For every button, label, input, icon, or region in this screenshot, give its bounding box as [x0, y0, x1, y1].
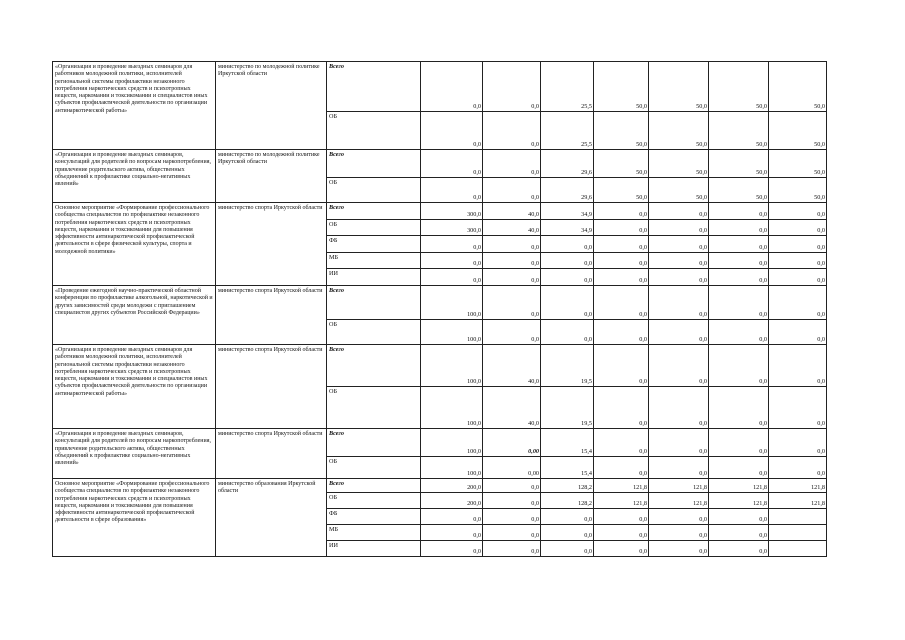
amount-cell: 0,0: [649, 509, 709, 525]
amount-cell: 0,0: [483, 479, 541, 493]
table-row: [53, 479, 827, 493]
amount-cell: 0,0: [709, 269, 769, 286]
funding-source: ОБ: [327, 320, 421, 345]
measure-description: «Организация и проведение выездных семинаров, консультаций для родителей по вопросам наркопотребления, привлечение родительского актива, общественных объединений к профилактике социально-негативных явлений»: [53, 150, 216, 203]
funding-source: Всего: [327, 286, 421, 320]
measure-description: «Проведение ежегодной научно-практической областной конференции по профилактике алкогольной, наркотической и других зависимостей среди молодежи с приглашением специалистов других субъектов Российской Федерации»: [53, 286, 216, 345]
amount-cell: 0,0: [594, 387, 649, 429]
amount-cell: 25,5: [541, 112, 594, 150]
amount-cell: 0,0: [594, 429, 649, 457]
amount-cell: 0,0: [649, 541, 709, 557]
amount-cell: 0,0: [421, 62, 483, 112]
amount-cell: 0,0: [541, 269, 594, 286]
amount-cell: 0,0: [421, 541, 483, 557]
amount-cell: 50,0: [594, 112, 649, 150]
amount-cell: 0,0: [769, 286, 827, 320]
amount-cell: 0,0: [483, 236, 541, 253]
amount-cell: 29,6: [541, 150, 594, 178]
amount-cell: 0,0: [421, 253, 483, 269]
amount-cell: 50,0: [709, 62, 769, 112]
amount-cell: 0,0: [769, 253, 827, 269]
measure-description: «Организация и проведение выездных семинаров для работников молодежной политики, исполнителей региональной системы профилактики незаконного потребления наркотических средств и психотропных веществ, наркомании и токсикомании и специалистов иных субъектов профилактической деятельности по организации антинаркотической работы»: [53, 62, 216, 150]
amount-cell: 121,8: [649, 479, 709, 493]
amount-cell: 0,0: [541, 541, 594, 557]
amount-cell: 0,0: [709, 525, 769, 541]
amount-cell: 0,0: [709, 320, 769, 345]
amount-cell: 0,0: [483, 112, 541, 150]
amount-cell: 0,0: [594, 253, 649, 269]
amount-cell: 15,4: [541, 457, 594, 479]
amount-cell: 50,0: [709, 112, 769, 150]
amount-cell: 0,0: [709, 509, 769, 525]
table-row: [53, 150, 827, 178]
measure-executor: министерство спорта Иркутской области: [216, 286, 327, 345]
amount-cell: 0,0: [594, 509, 649, 525]
funding-source: Всего: [327, 479, 421, 493]
amount-cell: 50,0: [769, 150, 827, 178]
amount-cell: 0,0: [649, 203, 709, 220]
amount-cell: 0,0: [709, 345, 769, 387]
amount-cell: 128,2: [541, 493, 594, 509]
measure-executor: министерство спорта Иркутской области: [216, 345, 327, 429]
amount-cell: 0,0: [709, 457, 769, 479]
amount-cell: 50,0: [649, 150, 709, 178]
amount-cell: 0,0: [594, 320, 649, 345]
amount-cell: 40,0: [483, 387, 541, 429]
measure-executor: министерство спорта Иркутской области: [216, 429, 327, 479]
amount-cell: 50,0: [594, 150, 649, 178]
measure-description: Основное мероприятие «Формирование профессионального сообщества специалистов по профилактике незаконного потребления наркотических средств и психотропных веществ, наркомании и токсикомании для повышения эффективности антинаркотической профилактической деятельности в сфере образования»: [53, 479, 216, 557]
amount-cell: 0,0: [421, 178, 483, 203]
amount-cell: 0,0: [769, 345, 827, 387]
amount-cell: 300,0: [421, 203, 483, 220]
amount-cell: 121,8: [709, 493, 769, 509]
amount-cell: 0,0: [483, 493, 541, 509]
amount-cell: 0,0: [649, 236, 709, 253]
amount-cell: 100,0: [421, 457, 483, 479]
amount-cell: 0,0: [594, 345, 649, 387]
amount-cell: 121,8: [649, 493, 709, 509]
amount-cell: 0,0: [649, 387, 709, 429]
amount-cell: 0,0: [594, 236, 649, 253]
amount-cell: 0,0: [769, 236, 827, 253]
amount-cell: [769, 541, 827, 557]
amount-cell: 0,0: [483, 509, 541, 525]
amount-cell: 0,0: [483, 62, 541, 112]
amount-cell: 29,6: [541, 178, 594, 203]
funding-source: Всего: [327, 429, 421, 457]
table-row: [53, 345, 827, 387]
amount-cell: 0,0: [483, 178, 541, 203]
amount-cell: 50,0: [594, 62, 649, 112]
amount-cell: 19,5: [541, 345, 594, 387]
amount-cell: 40,0: [483, 345, 541, 387]
amount-cell: 0,0: [594, 220, 649, 236]
funding-source: МБ: [327, 253, 421, 269]
amount-cell: 121,8: [769, 479, 827, 493]
amount-cell: 0,0: [421, 525, 483, 541]
funding-source: Всего: [327, 345, 421, 387]
amount-cell: 40,0: [483, 203, 541, 220]
amount-cell: 15,4: [541, 429, 594, 457]
amount-cell: 0,0: [649, 220, 709, 236]
amount-cell: 0,0: [649, 429, 709, 457]
amount-cell: 34,9: [541, 220, 594, 236]
amount-cell: 0,0: [483, 269, 541, 286]
amount-cell: 50,0: [649, 178, 709, 203]
amount-cell: 0,0: [649, 286, 709, 320]
amount-cell: 0,0: [594, 525, 649, 541]
amount-cell: 121,8: [709, 479, 769, 493]
amount-cell: 50,0: [709, 178, 769, 203]
amount-cell: 0,0: [709, 387, 769, 429]
budget-table: [52, 61, 827, 557]
amount-cell: 0,0: [709, 286, 769, 320]
amount-cell: 50,0: [649, 62, 709, 112]
amount-cell: 40,0: [483, 220, 541, 236]
amount-cell: 0,0: [421, 509, 483, 525]
funding-source: Всего: [327, 203, 421, 220]
amount-cell: 0,0: [709, 203, 769, 220]
amount-cell: 25,5: [541, 62, 594, 112]
funding-source: ОБ: [327, 220, 421, 236]
amount-cell: 0,0: [709, 236, 769, 253]
amount-cell: 0,0: [649, 320, 709, 345]
amount-cell: 0,0: [769, 457, 827, 479]
amount-cell: 0,0: [594, 457, 649, 479]
amount-cell: 128,2: [541, 479, 594, 493]
amount-cell: 0,0: [649, 525, 709, 541]
amount-cell: 0,0: [594, 203, 649, 220]
table-body: [53, 62, 827, 557]
amount-cell: 200,0: [421, 493, 483, 509]
amount-cell: 0,0: [769, 269, 827, 286]
amount-cell: 0,0: [541, 509, 594, 525]
amount-cell: 0,0: [483, 150, 541, 178]
measure-executor: министерство спорта Иркутской области: [216, 203, 327, 286]
amount-cell: [769, 509, 827, 525]
amount-cell: 0,0: [421, 150, 483, 178]
amount-cell: 0,0: [649, 457, 709, 479]
funding-source: ИИ: [327, 541, 421, 557]
amount-cell: 200,0: [421, 479, 483, 493]
amount-cell: 0,0: [594, 269, 649, 286]
amount-cell: 0,0: [594, 286, 649, 320]
funding-source: ФБ: [327, 509, 421, 525]
amount-cell: 0,0: [709, 541, 769, 557]
amount-cell: 121,8: [594, 493, 649, 509]
amount-cell: [769, 525, 827, 541]
measure-executor: министерство по молодежной политике Иркутской области: [216, 62, 327, 150]
table-row: [53, 429, 827, 457]
funding-source: ОБ: [327, 178, 421, 203]
measure-executor: министерство образования Иркутской области: [216, 479, 327, 557]
amount-cell: 121,8: [769, 493, 827, 509]
amount-cell: 50,0: [769, 62, 827, 112]
amount-cell: 0,0: [649, 269, 709, 286]
amount-cell: 121,8: [594, 479, 649, 493]
amount-cell: 50,0: [594, 178, 649, 203]
amount-cell: 0,0: [483, 320, 541, 345]
funding-source: Всего: [327, 62, 421, 112]
amount-cell: 0,0: [421, 112, 483, 150]
funding-source: Всего: [327, 150, 421, 178]
funding-source: ОБ: [327, 112, 421, 150]
amount-cell: 50,0: [649, 112, 709, 150]
amount-cell: 50,0: [769, 178, 827, 203]
measure-description: «Организация и проведение выездных семинаров для работников молодежной политики, исполнителей региональной системы профилактики незаконного потребления наркотических средств и психотропных веществ, наркомании и токсикомании и специалистов иных субъектов профилактической деятельности по организации антинаркотической работы»: [53, 345, 216, 429]
funding-source: ОБ: [327, 493, 421, 509]
table-row: [53, 62, 827, 112]
amount-cell: 0,0: [709, 429, 769, 457]
funding-source: МБ: [327, 525, 421, 541]
amount-cell: 0,0: [541, 525, 594, 541]
measure-executor: министерство по молодежной политике Иркутской области: [216, 150, 327, 203]
amount-cell: 0,0: [594, 541, 649, 557]
measure-description: «Организация и проведение выездных семинаров, консультаций для родителей по вопросам наркопотребления, привлечение родительского актива, общественных объединений к профилактике социально-негативных явлений»: [53, 429, 216, 479]
amount-cell: 0,0: [483, 525, 541, 541]
amount-cell: 0,00: [483, 429, 541, 457]
measure-description: Основное мероприятие «Формирование профессионального сообщества специалистов по профилактике незаконного потребления наркотических средств и психотропных веществ, наркомании и токсикомании для повышения эффективности антинаркотической профилактической деятельности в сфере физической культуры, спорта и молодежной политики»: [53, 203, 216, 286]
amount-cell: 0,0: [541, 320, 594, 345]
amount-cell: 100,0: [421, 387, 483, 429]
amount-cell: 0,0: [421, 236, 483, 253]
amount-cell: 0,0: [769, 387, 827, 429]
amount-cell: 0,0: [649, 345, 709, 387]
funding-source: ФБ: [327, 236, 421, 253]
funding-source: ОБ: [327, 387, 421, 429]
amount-cell: 0,0: [483, 253, 541, 269]
amount-cell: 0,0: [709, 253, 769, 269]
amount-cell: 0,0: [541, 236, 594, 253]
funding-source: ИИ: [327, 269, 421, 286]
amount-cell: 0,0: [769, 320, 827, 345]
amount-cell: 19,5: [541, 387, 594, 429]
amount-cell: 0,0: [421, 269, 483, 286]
amount-cell: 0,0: [541, 286, 594, 320]
amount-cell: 0,00: [483, 457, 541, 479]
amount-cell: 0,0: [483, 286, 541, 320]
amount-cell: 50,0: [769, 112, 827, 150]
amount-cell: 0,0: [769, 203, 827, 220]
amount-cell: 0,0: [649, 253, 709, 269]
amount-cell: 100,0: [421, 320, 483, 345]
funding-source: ОБ: [327, 457, 421, 479]
amount-cell: 50,0: [709, 150, 769, 178]
amount-cell: 34,9: [541, 203, 594, 220]
amount-cell: 100,0: [421, 429, 483, 457]
amount-cell: 0,0: [541, 253, 594, 269]
amount-cell: 0,0: [769, 220, 827, 236]
amount-cell: 300,0: [421, 220, 483, 236]
amount-cell: 0,0: [769, 429, 827, 457]
amount-cell: 100,0: [421, 286, 483, 320]
amount-cell: 0,0: [709, 220, 769, 236]
table-row: [53, 286, 827, 320]
amount-cell: 100,0: [421, 345, 483, 387]
table-row: [53, 203, 827, 220]
amount-cell: 0,0: [483, 541, 541, 557]
